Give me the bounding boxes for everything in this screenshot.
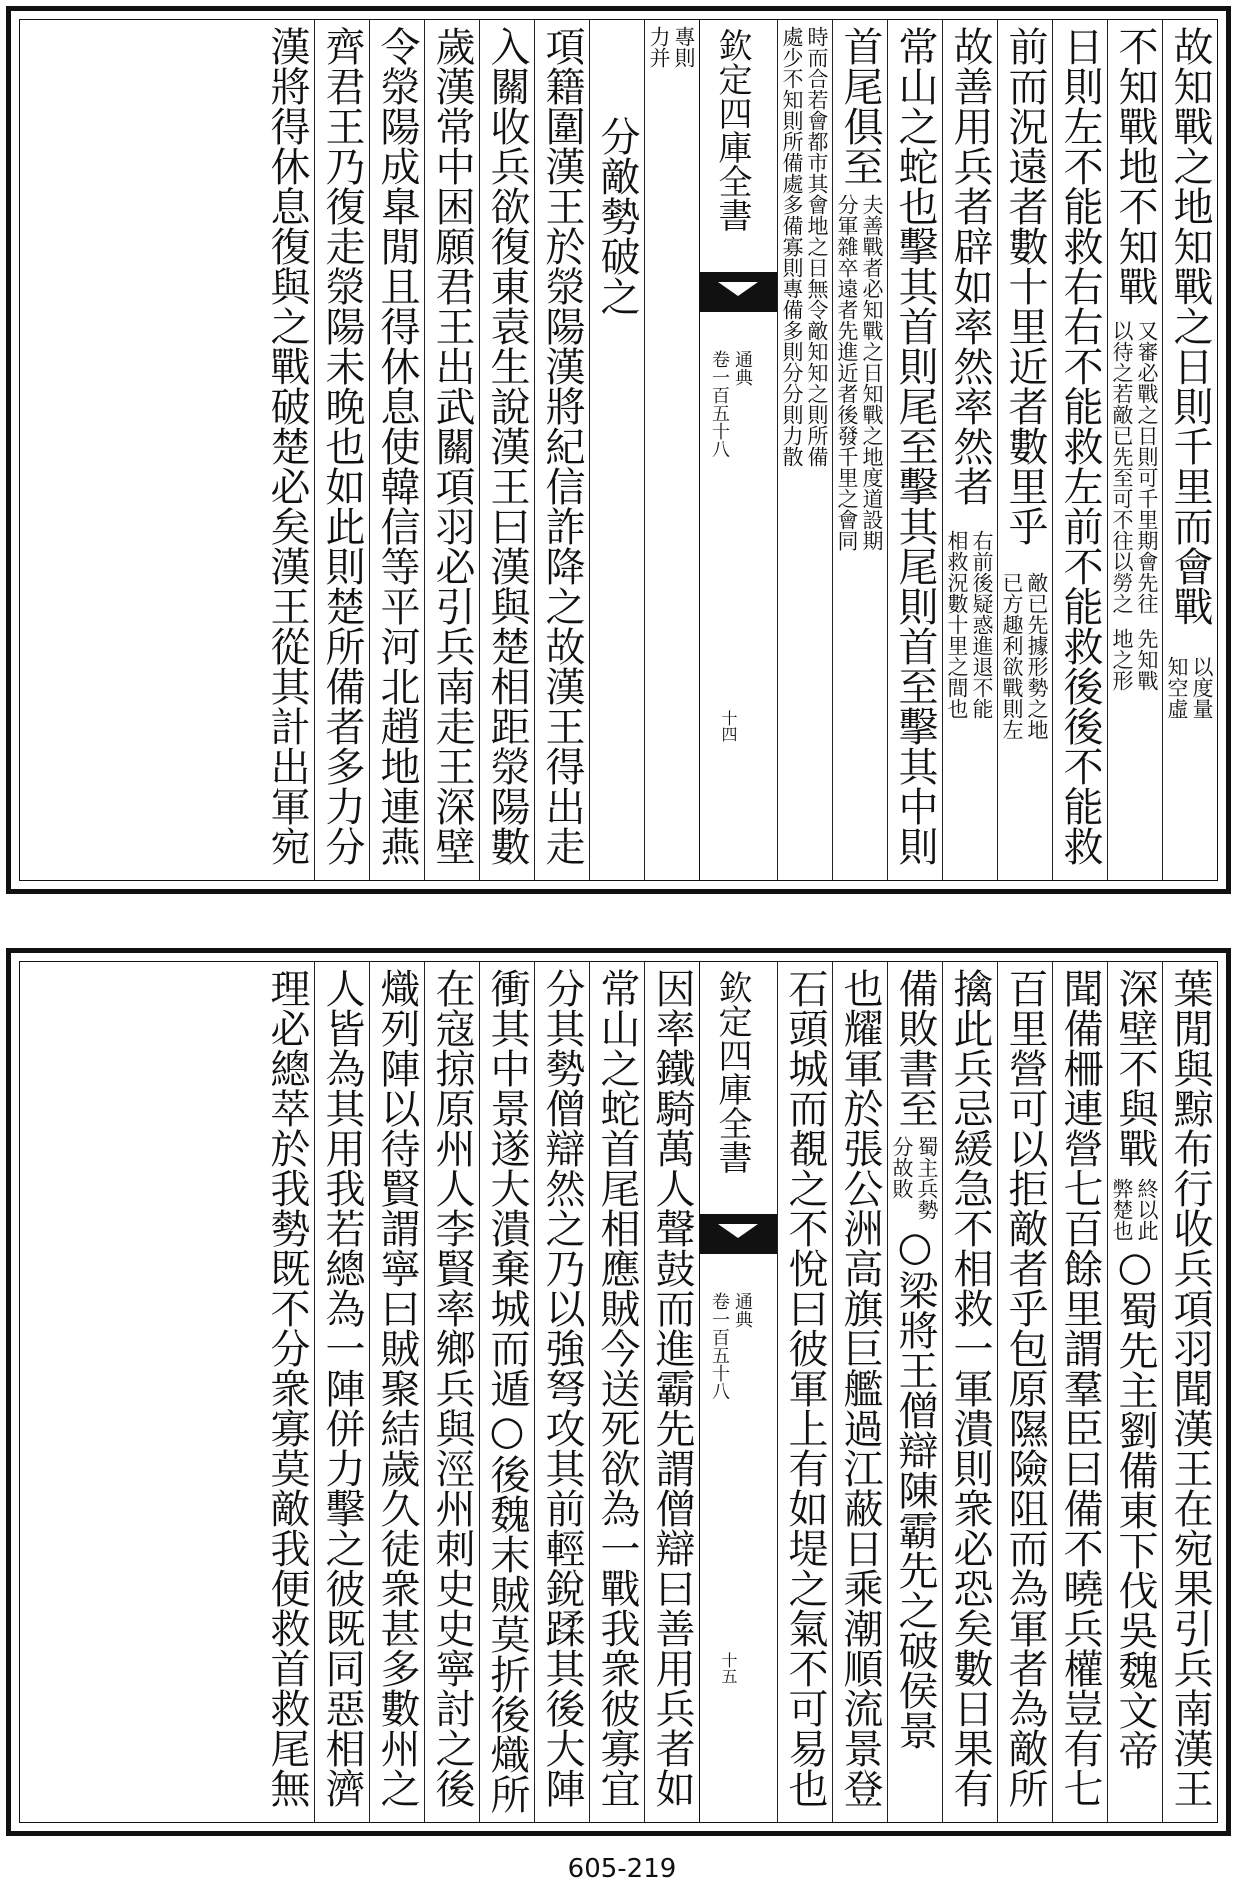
book-series-title: 欽定四庫全書 — [712, 970, 752, 1174]
main-text: 令滎陽成臯閒且得休息使韓信等平河北趙地連燕 — [374, 26, 420, 866]
note-line-right: 專則 — [672, 26, 696, 68]
main-text: ○蜀先主劉備東下伐吳魏文帝 — [1112, 1244, 1158, 1770]
folio-number: 十四 — [719, 710, 738, 742]
note-line-right: 時而合若會都市其會地之日無令敵知知之則所備 — [805, 26, 829, 467]
text-column — [314, 962, 369, 1822]
note-line-right: 敵已先據形勢之地 — [1025, 572, 1049, 740]
note-line-left: 弊楚也 — [1110, 1178, 1134, 1241]
note-line-left: 已方趣利欲戰則左 — [1000, 572, 1024, 740]
book-name: 通典 — [732, 350, 753, 386]
note-line-left: 力并 — [647, 26, 671, 68]
note-line-right: 先知戰 — [1135, 628, 1159, 691]
text-column — [424, 20, 479, 880]
text-column — [1052, 962, 1107, 1822]
commentary-note — [1001, 572, 1048, 740]
commentary-note — [891, 1136, 938, 1220]
lower-page — [6, 948, 1231, 1836]
note-line-left: 分故敗 — [890, 1136, 914, 1199]
commentary-note — [1111, 628, 1158, 691]
note-line-right: 右前後疑惑進退不能 — [970, 530, 994, 719]
text-column — [589, 962, 644, 1822]
upper-page — [6, 6, 1231, 894]
text-column — [369, 20, 424, 880]
lower-page-text-block — [19, 961, 1218, 1823]
text-column — [997, 962, 1052, 1822]
main-text: 歲漢常中困願君王出武關項羽必引兵南走王深壁 — [429, 26, 475, 866]
note-line-right: 又審必戰之日則可千里期會先往 — [1135, 320, 1159, 614]
commentary-note — [1111, 1178, 1158, 1241]
text-column — [644, 20, 699, 880]
commentary-note — [648, 26, 695, 68]
note-line-left: 地之形 — [1110, 628, 1134, 691]
note-line-right: 終以此 — [1135, 1178, 1159, 1241]
text-column — [887, 20, 942, 880]
book-name: 通典 — [732, 1292, 753, 1328]
text-column — [1162, 20, 1217, 880]
main-text: 故善用兵者辟如率然率然者 — [947, 26, 993, 506]
main-text: 百里營可以拒敵者乎包原隰險阻而為軍者為敵所 — [1002, 968, 1048, 1808]
main-text: 不知戰地不知戰 — [1112, 26, 1158, 306]
main-text: 日則左不能救右右不能救左前不能救後後不能救 — [1057, 26, 1103, 866]
text-column — [369, 962, 424, 1822]
text-column — [534, 962, 589, 1822]
center-fold-banner — [699, 962, 777, 1822]
text-column — [887, 962, 942, 1822]
main-text: 首尾俱至 — [837, 26, 883, 186]
commentary-note — [946, 530, 993, 719]
main-text: 項籍圍漢王於滎陽漢將紀信詐降之故漢王得出走 — [539, 26, 585, 866]
text-column — [479, 962, 534, 1822]
text-column — [1052, 20, 1107, 880]
main-text: 常山之蛇也擊其首則尾至擊其尾則首至擊其中則 — [892, 26, 938, 866]
main-text: 在寇掠原州人李賢率鄉兵與涇州刺史史寧討之後 — [429, 968, 475, 1808]
note-line-left: 以待之若敵已先至可不往以勞之 — [1110, 320, 1134, 614]
book-and-volume-label — [710, 350, 752, 458]
main-text: ○梁將王僧辯陳霸先之破侯景 — [892, 1224, 938, 1750]
main-text: 人皆為其用我若總為一陣併力擊之彼既同惡相濟 — [319, 968, 365, 1808]
main-text: 入關收兵欲復東袁生說漢王曰漢與楚相距滎陽數 — [484, 26, 530, 866]
commentary-note — [836, 194, 883, 551]
main-text: 前而況遠者數十里近者數里乎 — [1002, 26, 1048, 546]
main-text: 熾列陣以待賢謂寧曰賊聚結歲久徒衆甚多數州之 — [374, 968, 420, 1808]
text-column — [314, 20, 369, 880]
volume-number: 卷一百五十八 — [709, 1292, 730, 1400]
text-column — [997, 20, 1052, 880]
text-column — [832, 20, 887, 880]
text-column — [777, 962, 832, 1822]
book-series-title: 欽定四庫全書 — [712, 28, 752, 232]
fishtail-mark-icon — [700, 272, 777, 312]
main-text: 葉閒與黥布行收兵項羽聞漢王在宛果引兵南漢王 — [1167, 968, 1213, 1808]
text-column — [1107, 20, 1162, 880]
commentary-note — [1111, 320, 1158, 614]
note-line-right: 以度量 — [1190, 656, 1214, 719]
text-column — [942, 20, 997, 880]
text-column — [259, 20, 314, 880]
text-column — [479, 20, 534, 880]
folio-number: 十五 — [719, 1652, 738, 1684]
main-text: 齊君王乃復走滎陽未晚也如此則楚所備者多力分 — [319, 26, 365, 866]
note-line-left: 知空虛 — [1165, 656, 1189, 719]
main-text: 因率鐵騎萬人聲鼓而進霸先謂僧辯曰善用兵者如 — [649, 968, 695, 1808]
main-text: 常山之蛇首尾相應賊今送死欲為一戰我衆彼寡宜 — [594, 968, 640, 1808]
fishtail-mark-icon — [700, 1214, 777, 1254]
main-text: 分敵勢破之 — [594, 116, 640, 316]
volume-number: 卷一百五十八 — [709, 350, 730, 458]
main-text: 聞備柵連營七百餘里謂羣臣曰備不曉兵權豈有七 — [1057, 968, 1103, 1808]
text-column — [942, 962, 997, 1822]
text-column — [777, 20, 832, 880]
text-column — [589, 20, 644, 880]
main-text: 深壁不與戰 — [1112, 968, 1158, 1168]
text-column — [534, 20, 589, 880]
text-column — [424, 962, 479, 1822]
main-text: 漢將得休息復與之戰破楚必矣漢王從其計出軍宛 — [264, 26, 310, 866]
main-text: 石頭城而覩之不悅曰彼軍上有如堤之氣不可易也 — [782, 968, 828, 1808]
note-line-right: 夫善戰者必知戰之日知戰之地度道設期 — [860, 194, 884, 551]
center-fold-banner — [699, 20, 777, 880]
text-column — [832, 962, 887, 1822]
book-and-volume-label — [710, 1292, 752, 1400]
commentary-note — [781, 26, 828, 467]
text-column — [644, 962, 699, 1822]
page-number: 605-219 — [567, 1854, 677, 1884]
note-line-left: 相救況數十里之間也 — [945, 530, 969, 719]
text-column — [1162, 962, 1217, 1822]
main-text: 衝其中景遂大潰棄城而遁○後魏末賊莫折後熾所 — [484, 968, 530, 1814]
note-line-left: 分軍雜卒遠者先進近者後發千里之會同 — [835, 194, 859, 551]
main-text: 備敗書至 — [892, 968, 938, 1128]
text-column — [259, 962, 314, 1822]
main-text: 故知戰之地知戰之日則千里而會戰 — [1167, 26, 1213, 626]
commentary-note — [1166, 656, 1213, 719]
main-text: 理必總萃於我勢既不分衆寡莫敵我便救首救尾無 — [264, 968, 310, 1808]
text-column — [1107, 962, 1162, 1822]
upper-page-text-block — [19, 19, 1218, 881]
note-line-left: 處少不知則所備處多備寡則專備多則分分則力散 — [780, 26, 804, 467]
main-text: 也耀軍於張公洲高旗巨艦過江蔽日乘潮順流景登 — [837, 968, 883, 1808]
note-line-right: 蜀主兵勢 — [915, 1136, 939, 1220]
main-text: 擒此兵忌緩急不相救一軍潰則衆必恐矣數日果有 — [947, 968, 993, 1808]
main-text: 分其勢僧辯然之乃以強弩攻其前輕銳蹂其後大陣 — [539, 968, 585, 1808]
